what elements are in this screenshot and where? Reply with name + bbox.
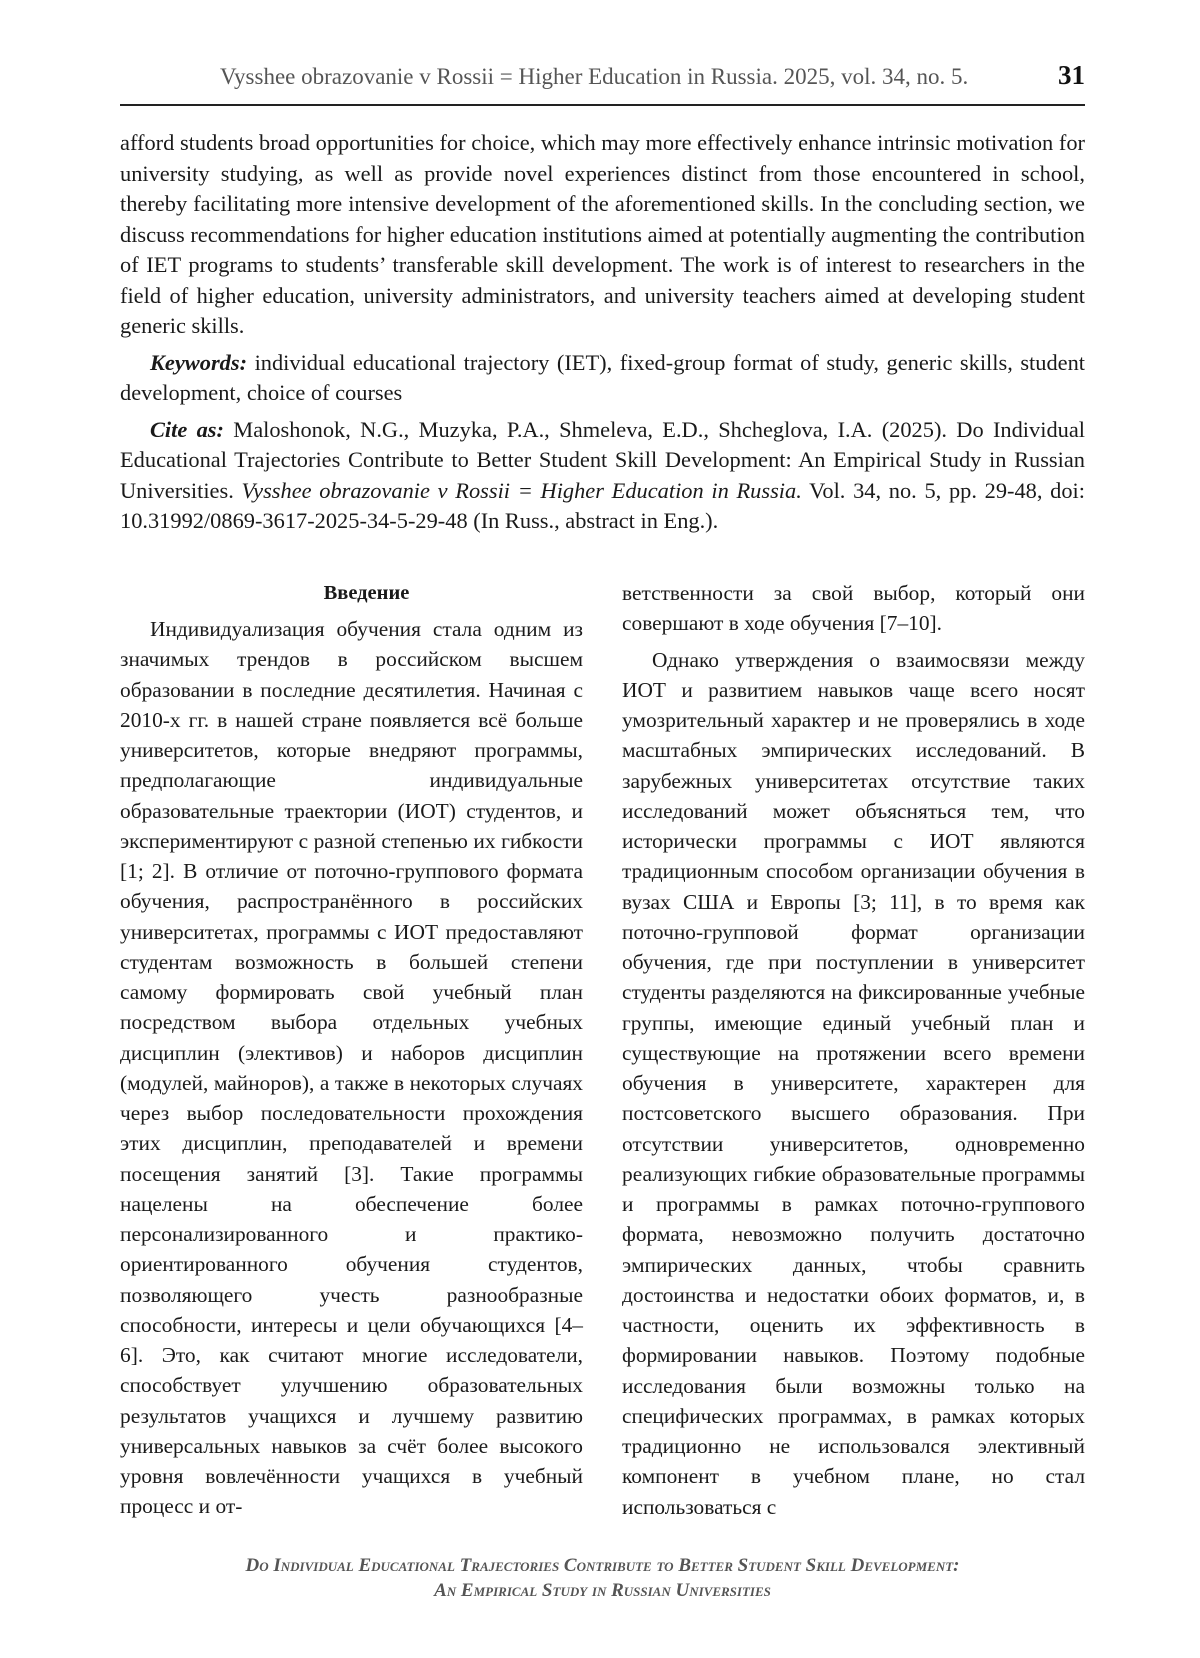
cite-text-authors: Maloshonok, N.G., Muzyka, P.A., Shmeleva, E.D., Shcheglova, I.A. (2025). Do Individual Educational Trajectories Contribute to Better Student Skill Development: An Empirical Study in Russian Universities. — [120, 416, 1085, 503]
cite-text-details: Vol. 34, no. 5, pp. 29-48, doi: 10.31992/0869-3617-2025-34-5-29-48 (In Russ., abstract in Eng.). — [120, 477, 1085, 533]
left-paragraph: Индивидуализация обучения стала одним из значимых трендов в российском высшем образовании в последние десятилетия. Начиная с 2010-х гг. в нашей стране появляется всё больше университетов, которые внедряют программы, предполагающие индивидуальные образовательные траектории (ИОТ) студентов, и экспериментируют с разной степенью их гибкости [1; 2]. В отличие от поточно-группового формата обучения, распространённого в российских университетах, программы с ИОТ предоставляют студентам возможность в большей степени самому формировать свой учебный план посредством выбора отдельных учебных дисциплин (элективов) и наборов дисциплин (модулей, майноров), а также в некоторых случаях через выбор последовательности прохождения этих дисциплин, преподавателей и времени посещения занятий [3]. Такие программы нацелены на обеспечение более персонализированного и практико-ориентированного обучения студентов, позволяющего учесть разнообразные способности, интересы и цели обучающихся [4–6]. Это, как считают многие исследователи, способствует улучшению образовательных результатов учащихся и лучшему развитию универсальных навыков за счёт более высокого уровня вовлечённости учащихся в учебный процесс и от- — [120, 617, 583, 1519]
body-columns — [120, 578, 1085, 1538]
footer-line-1: Do Individual Educational Trajectories Contribute to Better Student Skill Development: — [245, 1555, 960, 1576]
abstract-continuation: afford students broad opportunities for choice, which may more effectively enhance intrinsic motivation for university studying, as well as provide novel experiences distinct from those encountered in school, thereby facilitating more intensive development of the aforementioned skills. In the concluding section, we discuss recommendations for higher education institutions aimed at potentially augmenting the contribution of IET programs to students’ transferable skill development. The work is of interest to researchers in the field of higher education, university administrators, and university teachers aimed at developing student generic skills. — [120, 130, 1085, 338]
right-column — [622, 578, 1085, 1538]
keywords-label: Keywords: — [150, 349, 248, 375]
page-footer — [120, 1553, 1085, 1603]
page-header — [120, 58, 1085, 106]
right-paragraph-continuation: ветственности за свой выбор, который они совершают в ходе обучения [7–10]. — [622, 581, 1085, 636]
cite-journal: Vysshee obrazovanie v Rossii = Higher Education in Russia. — [241, 477, 802, 503]
keywords-text: individual educational trajectory (IET), fixed-group format of study, generic skills, student development, choice of courses — [120, 349, 1085, 405]
section-heading: Введение — [323, 582, 410, 604]
keywords-paragraph — [120, 348, 1085, 409]
abstract-block — [120, 128, 1085, 543]
citation-paragraph — [120, 415, 1085, 537]
right-paragraph: Однако утверждения о взаимосвязи между ИОТ и развитием навыков чаще всего носят умозрительный характер и не проверялись в ходе масштабных эмпирических исследований. В зарубежных университетах отсутствие таких исследований может объясняться тем, что исторически программы с ИОТ являются традиционным способом организации обучения в вузах США и Европы [3; 11], в то время как поточно-групповой формат организации обучения, где при поступлении в университет студенты разделяются на фиксированные учебные группы, имеющие единый учебный план и существующие на протяжении всего времени обучения в университете, характерен для постсоветского высшего образования. При отсутствии университетов, одновременно реализующих гибкие образовательные программы и программы в рамках поточно-группового формата, невозможно получить достаточно эмпирических данных, чтобы сравнить достоинства и недостатки обоих форматов, и, в частности, оценить их эффективность в формировании навыков. Поэтому подобные исследования были возможны только на специфических программах, в рамках которых традиционно не использовался элективный компонент в учебном плане, но стал использоваться с — [622, 647, 1085, 1519]
page-number: 31 — [1058, 60, 1085, 90]
footer-line-2: An Empirical Study in Russian Universities — [434, 1580, 771, 1601]
left-column — [120, 578, 583, 1538]
running-title: Vysshee obrazovanie v Rossii = Higher Education in Russia. 2025, vol. 34, no. 5. — [220, 64, 969, 89]
cite-label: Cite as: — [150, 416, 224, 442]
